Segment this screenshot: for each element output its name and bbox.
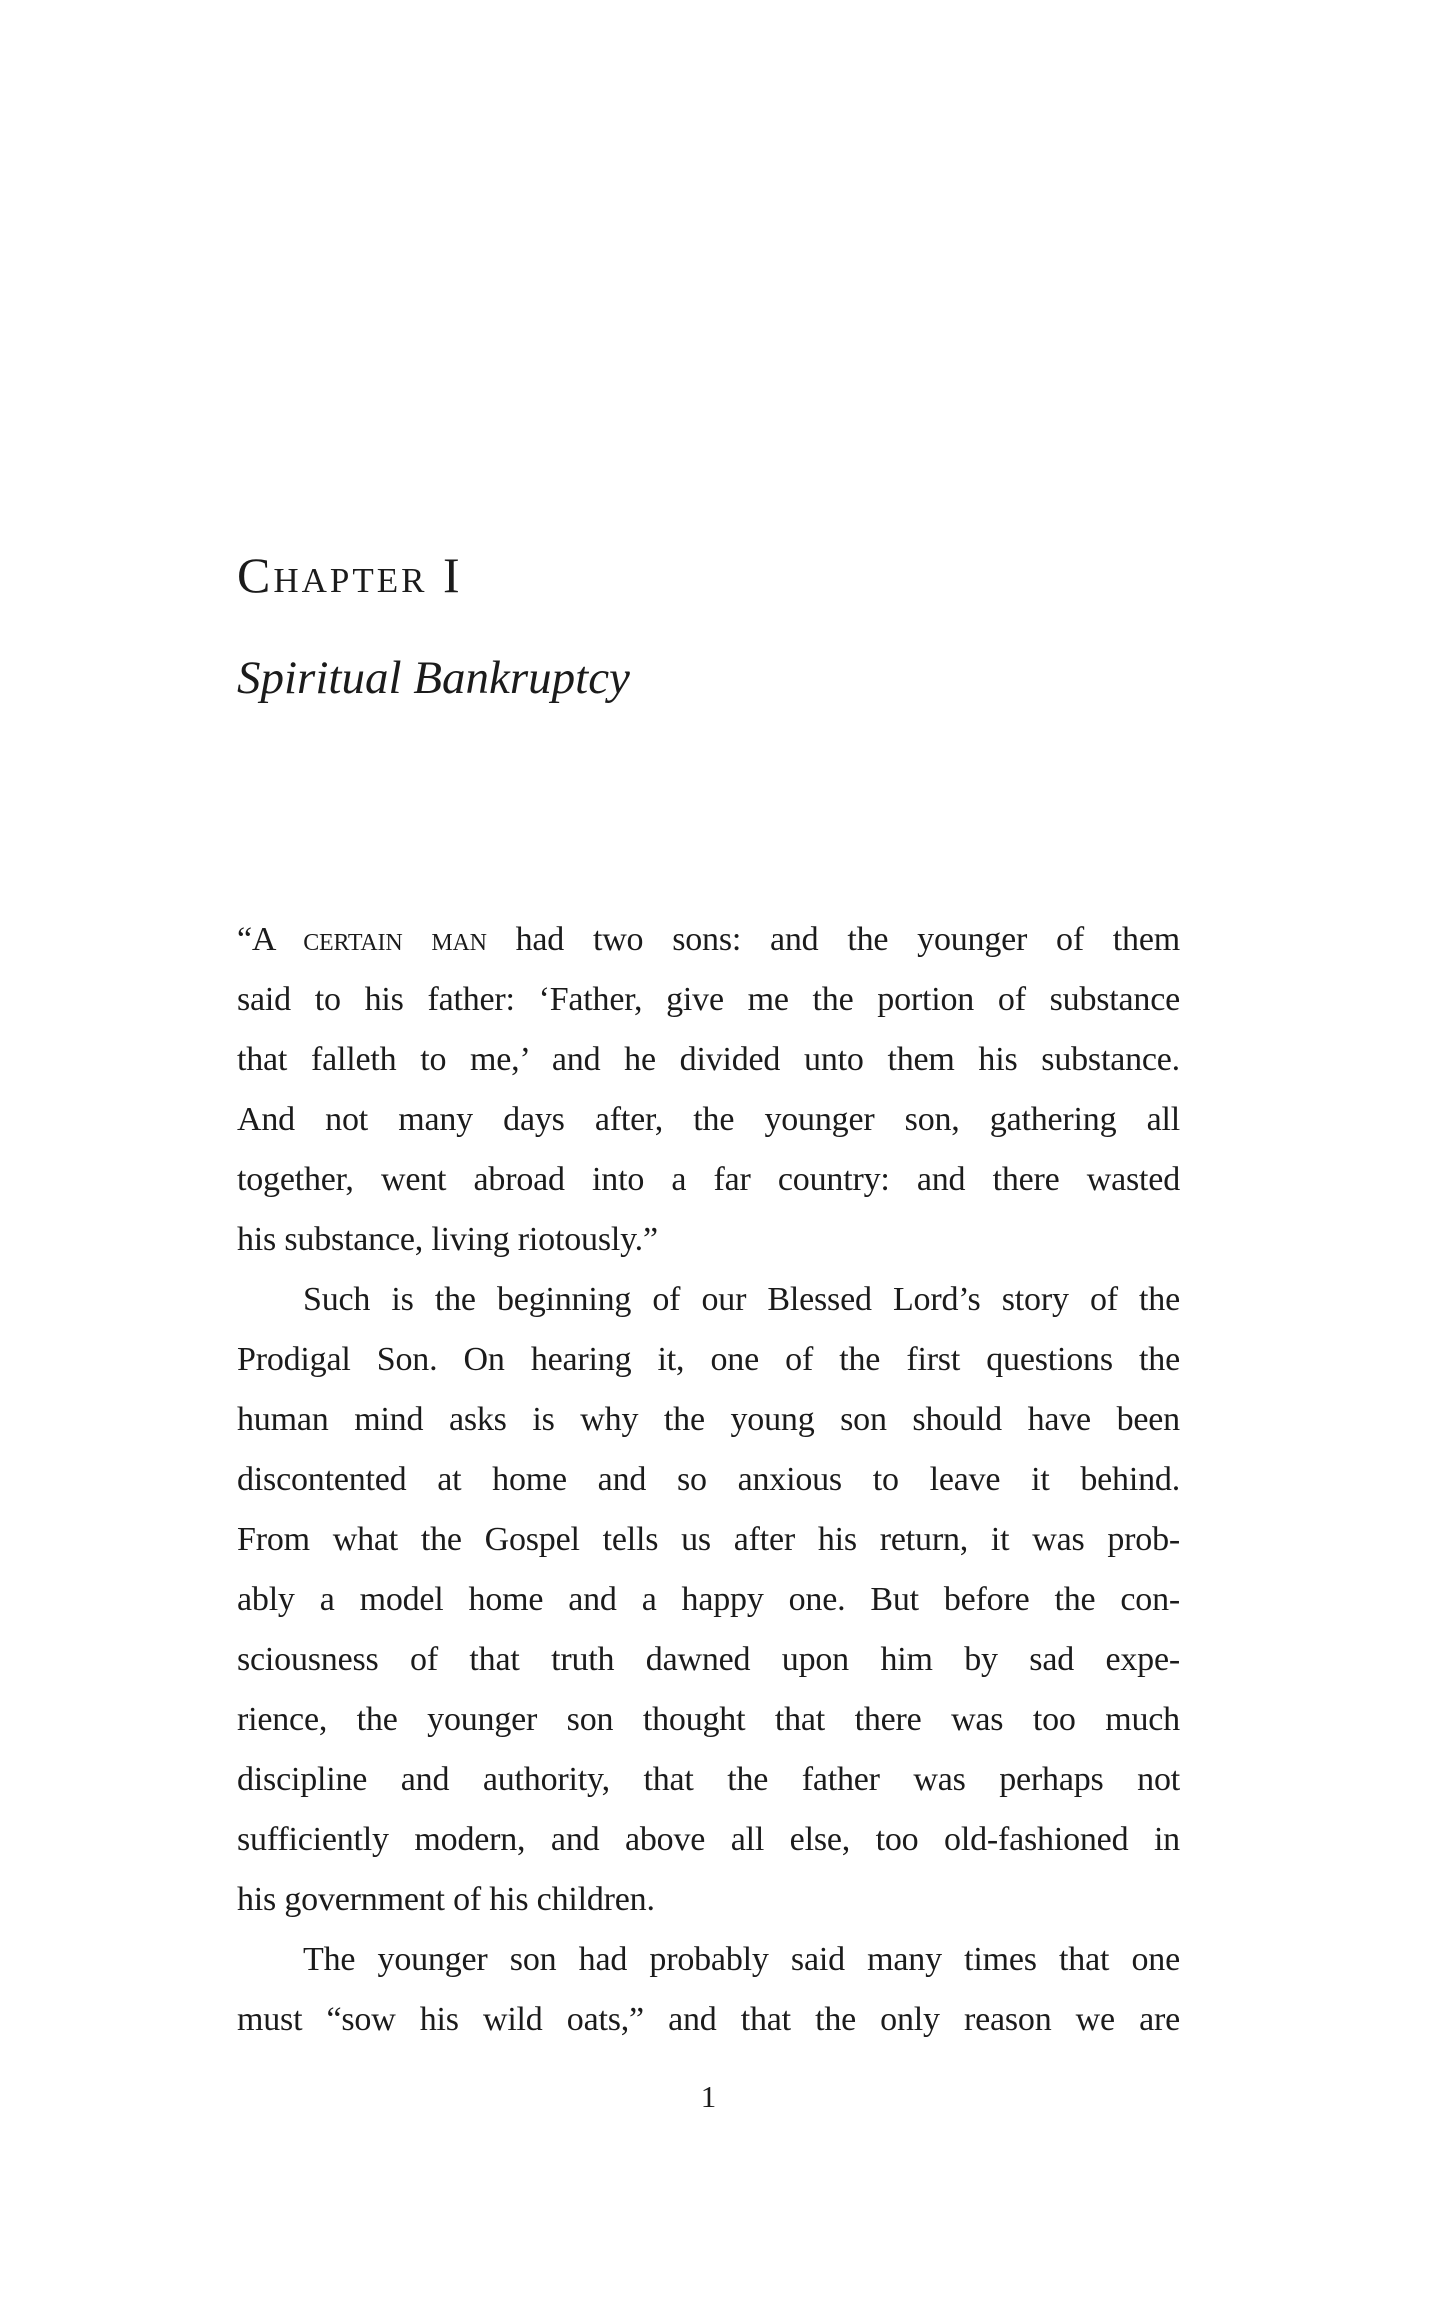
paragraph-line: From what the Gospel tells us after his return, it was prob- bbox=[237, 1521, 1180, 1558]
chapter-title: Spiritual Bankruptcy bbox=[237, 652, 630, 704]
paragraph-line: discontented at home and so anxious to leave it behind. bbox=[237, 1461, 1180, 1498]
chapter-heading: Chapter I bbox=[237, 547, 463, 603]
paragraph-line: The younger son had probably said many times that one bbox=[303, 1941, 1180, 1978]
page-number: 1 bbox=[700, 2079, 717, 2114]
paragraph-line: discipline and authority, that the father was perhaps not bbox=[237, 1761, 1180, 1798]
paragraph-line: human mind asks is why the young son should have been bbox=[237, 1401, 1180, 1438]
paragraph-line: must “sow his wild oats,” and that the only reason we are bbox=[237, 2001, 1180, 2038]
opening-phrase-smallcaps: “A certain man bbox=[237, 921, 487, 958]
body-text bbox=[237, 910, 1180, 2050]
paragraph-line: Such is the beginning of our Blessed Lord’s story of the bbox=[303, 1281, 1180, 1318]
paragraph-line: his government of his children. bbox=[237, 1881, 655, 1918]
paragraph-line: together, went abroad into a far country: and there wasted bbox=[237, 1161, 1180, 1198]
paragraph-line: ably a model home and a happy one. But before the con- bbox=[237, 1581, 1180, 1618]
paragraph-line: rience, the younger son thought that there was too much bbox=[237, 1701, 1180, 1738]
paragraph-line bbox=[237, 910, 1180, 970]
paragraph-line: that falleth to me,’ and he divided unto them his substance. bbox=[237, 1041, 1180, 1078]
paragraph-line: And not many days after, the younger son, gathering all bbox=[237, 1101, 1180, 1138]
paragraph-line: sciousness of that truth dawned upon him by sad expe- bbox=[237, 1641, 1180, 1678]
paragraph-line: sufficiently modern, and above all else, too old-fashioned in bbox=[237, 1821, 1180, 1858]
paragraph-line: his substance, living riotously.” bbox=[237, 1221, 658, 1258]
paragraph-line: Prodigal Son. On hearing it, one of the first questions the bbox=[237, 1341, 1180, 1378]
paragraph-line: said to his father: ‘Father, give me the portion of substance bbox=[237, 981, 1180, 1018]
opening-phrase-rest: had two sons: and the younger of them bbox=[486, 921, 1180, 958]
